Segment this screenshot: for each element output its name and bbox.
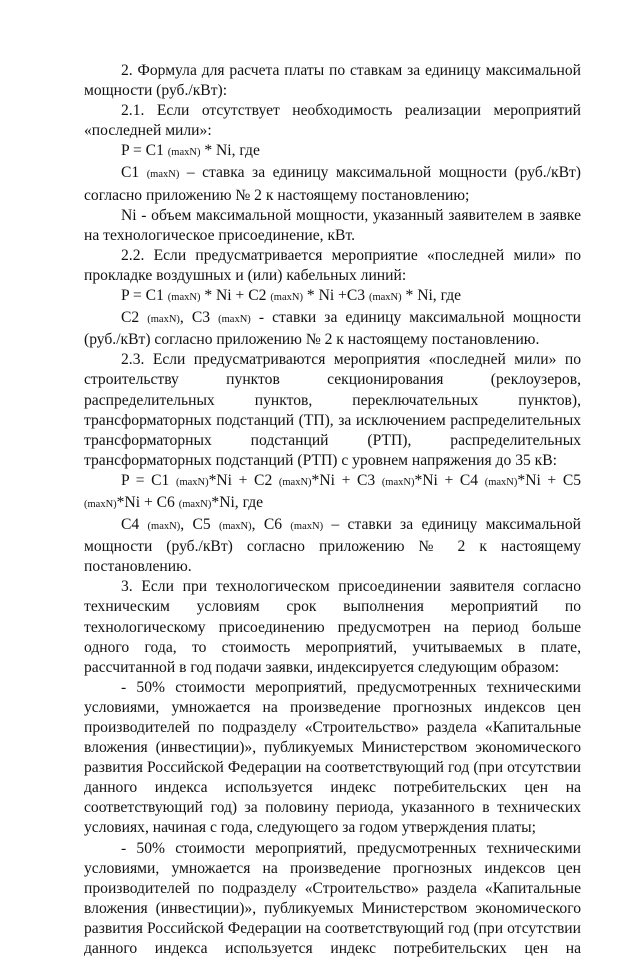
- section-2-heading: 2. Формула для расчета платы по ставкам за единицу максимальной мощности (руб./кВт):: [84, 62, 581, 100]
- section-2-2-heading: 2.2. Если предусматривается мероприятие «последней мили» по прокладке воздушных и (или) кабельных линий:: [84, 246, 581, 284]
- document-body: [84, 61, 581, 959]
- indexation-bullet-1: - 50% стоимости мероприятий, предусмотренных техническими условиями, умножается на произведение прогнозных индексов цен производителей по подразделу «Строительство» раздела «Капитальные вложения (инвестиции)», публикуемых Министерством экономического развития Российской Федерации на соответствующий год (при отсутствии данного индекса используется индекс потребительских цен на соответствующий год) за половину периода, указанного в технических условиях, начиная с года, следующего за годом утверждения платы;: [84, 678, 581, 837]
- formula-2-1: P = C1 (maxN) * Ni, где: [121, 142, 260, 160]
- definition-c1: C1 (maxN) – ставка за единицу максимальной мощности (руб./кВт) согласно приложению № 2 к настоящему постановлению;: [84, 164, 581, 204]
- definition-ni: Ni - объем максимальной мощности, указанный заявителем в заявке на технологическое присоединение, кВт.: [84, 206, 581, 244]
- definition-c2-c3: C2 (maxN), C3 (maxN) - ставки за единицу максимальной мощности (руб./кВт) согласно приложению № 2 к настоящему постановлению.: [84, 309, 581, 349]
- formula-2-2: P = C1 (maxN) * Ni + C2 (maxN) * Ni +C3 (maxN) * Ni, где: [121, 287, 462, 305]
- section-2-1-heading: 2.1. Если отсутствует необходимость реализации мероприятий «последней мили»:: [84, 102, 581, 140]
- indexation-bullet-2: - 50% стоимости мероприятий, предусмотренных техническими условиями, умножается на произведение прогнозных индексов цен производителей по подразделу «Строительство» раздела «Капитальные вложения (инвестиции)», публикуемых Министерством экономического развития Российской Федерации на соответствующий год (при отсутствии данного индекса используется индекс потребительских цен на: [84, 839, 581, 958]
- section-2-3-heading: 2.3. Если предусматриваются мероприятия «последней мили» по строительству пунктов секционирования (реклоузеров, распределительных пунктов, переключательных пунктов), трансформаторных подстанций (ТП), за исключением распределительных трансформаторных подстанций (РТП), распределительных трансформаторных подстанций (РТП) с уровнем напряжения до 35 кВ:: [84, 351, 581, 469]
- definition-c4-c6: C4 (maxN), C5 (maxN), C6 (maxN) – ставки за единицу максимальной мощности (руб./кВт) согласно приложению № 2 к настоящему постановлению.: [84, 516, 581, 576]
- section-3-paragraph: 3. Если при технологическом присоединении заявителя согласно техническим условиям срок выполнения мероприятий по технологическому присоединению предусмотрен на период больше одного года, то стоимость мероприятий, учитываемых в плате, рассчитанной в год подачи заявки, индексируется следующим образом:: [84, 578, 581, 676]
- formula-2-3: P = C1 (maxN)*Ni + C2 (maxN)*Ni + C3 (maxN)*Ni + C4 (maxN)*Ni + C5 (maxN)*Ni + C6 (maxN)*Ni, где: [84, 471, 582, 511]
